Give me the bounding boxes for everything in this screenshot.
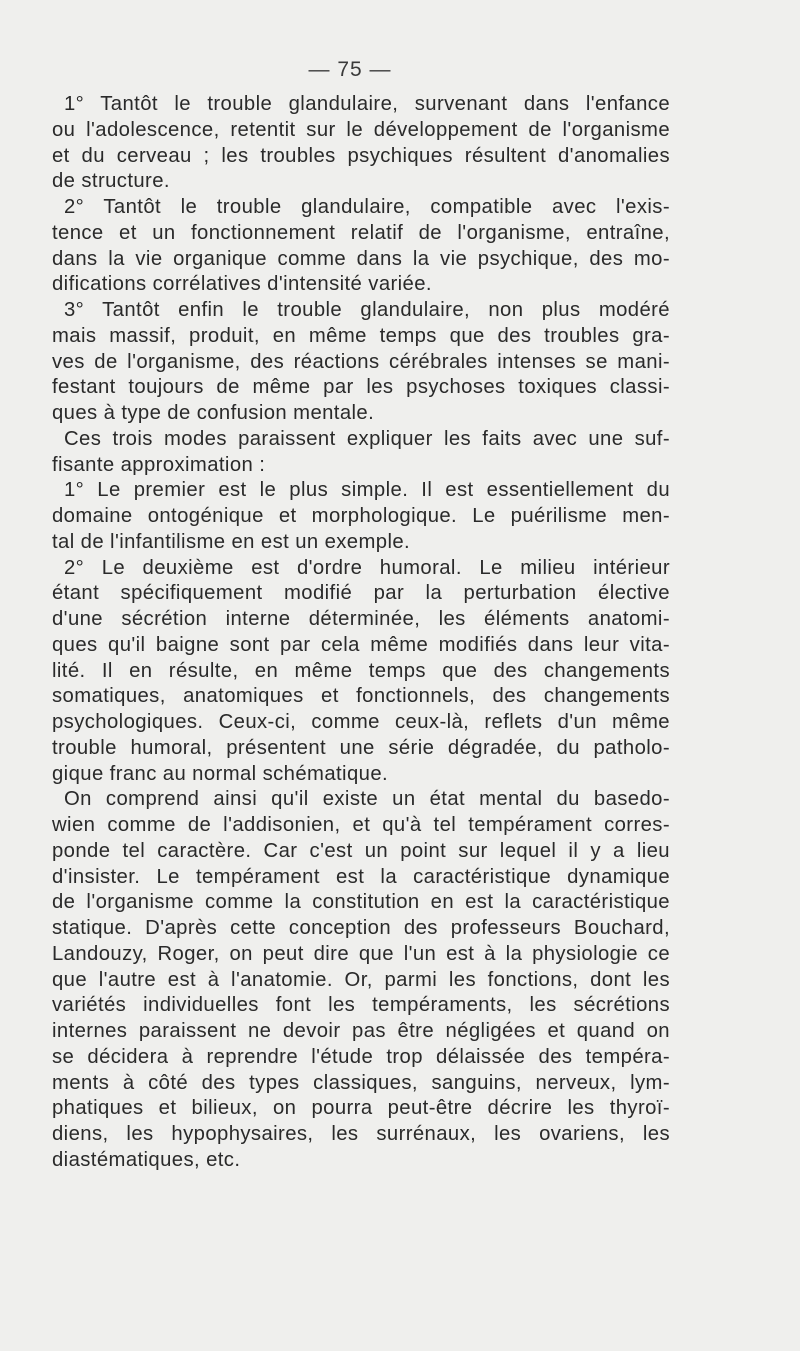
text-line: phatiques et bilieux, on pourra peut-être décrire les thyroï- xyxy=(52,1097,670,1120)
text-line: 2° Tantôt le trouble glandulaire, compatible avec l'exis- xyxy=(64,196,670,218)
text-line: dans la vie organique comme dans la vie psychique, des mo- xyxy=(52,247,670,270)
text-line: ou l'adolescence, retentit sur le développement de l'organisme xyxy=(52,118,670,141)
text-line: d'une sécrétion interne déterminée, les éléments anatomi- xyxy=(52,608,670,630)
text-line: On comprend ainsi qu'il existe un état mental du basedo- xyxy=(64,788,670,811)
text-line: Ces trois modes paraissent expliquer les faits avec une suf- xyxy=(64,427,670,450)
text-line: lité. Il en résulte, en même temps que des changements xyxy=(52,659,670,682)
text-line: festant toujours de même par les psychoses toxiques classi- xyxy=(52,376,670,399)
text-line: de l'organisme comme la constitution en est la caractéristique xyxy=(52,891,670,914)
text-line: se décidera à reprendre l'étude trop délaissée des tempéra- xyxy=(52,1045,670,1068)
text-line: ments à côté des types classiques, sanguins, nerveux, lym- xyxy=(52,1071,670,1094)
text-line: difications corrélatives d'intensité variée. xyxy=(52,273,432,296)
text-line: 1° Tantôt le trouble glandulaire, survenant dans l'enfance xyxy=(64,93,670,115)
text-line: ponde tel caractère. Car c'est un point sur lequel il y a lieu xyxy=(52,839,670,862)
text-line: étant spécifiquement modifié par la perturbation élective xyxy=(52,582,670,605)
text-line: domaine ontogénique et morphologique. Le puérilisme men- xyxy=(52,505,670,527)
text-line: 3° Tantôt enfin le trouble glandulaire, non plus modéré xyxy=(64,299,670,321)
text-line: fisante approximation : xyxy=(52,453,266,476)
text-line: de structure. xyxy=(52,170,170,193)
text-line: statique. D'après cette conception des professeurs Bouchard, xyxy=(52,917,670,939)
text-line: tal de l'infantilisme en est un exemple. xyxy=(52,530,411,553)
text-line: d'insister. Le tempérament est la caractéristique dynamique xyxy=(52,865,670,888)
text-line: tence et un fonctionnement relatif de l'organisme, entraîne, xyxy=(52,221,670,244)
text-line: et du cerveau ; les troubles psychiques résultent d'anomalies xyxy=(52,144,670,167)
body-text xyxy=(52,92,670,1174)
text-line: ques à type de confusion mentale. xyxy=(52,402,375,424)
text-line: Landouzy, Roger, on peut dire que l'un est à la physiologie ce xyxy=(52,942,670,965)
text-line: que l'autre est à l'anatomie. Or, parmi les fonctions, dont les xyxy=(52,968,670,991)
text-line: internes paraissent ne devoir pas être négligées et quand on xyxy=(52,1020,670,1042)
text-line: psychologiques. Ceux-ci, comme ceux-là, reflets d'un même xyxy=(52,711,670,733)
text-line: variétés individuelles font les tempéraments, les sécrétions xyxy=(52,994,670,1017)
text-line: diastématiques, etc. xyxy=(52,1148,241,1171)
text-line: gique franc au normal schématique. xyxy=(52,762,389,785)
text-line: ves de l'organisme, des réactions cérébrales intenses se mani- xyxy=(52,350,670,373)
text-line: ques qu'il baigne sont par cela même modifiés dans leur vita- xyxy=(52,633,670,656)
text-line: mais massif, produit, en même temps que des troubles gra- xyxy=(52,324,670,347)
text-line: 1° Le premier est le plus simple. Il est essentiellement du xyxy=(64,479,670,502)
text-line: diens, les hypophysaires, les surrénaux, les ovariens, les xyxy=(52,1123,670,1145)
text-line: 2° Le deuxième est d'ordre humoral. Le milieu intérieur xyxy=(64,556,670,579)
text-line: trouble humoral, présentent une série dégradée, du patholo- xyxy=(52,736,670,759)
text-line: somatiques, anatomiques et fonctionnels, des changements xyxy=(52,685,670,708)
page-number: — 75 — xyxy=(308,58,392,81)
text-line: wien comme de l'addisonien, et qu'à tel tempérament corres- xyxy=(52,814,670,836)
